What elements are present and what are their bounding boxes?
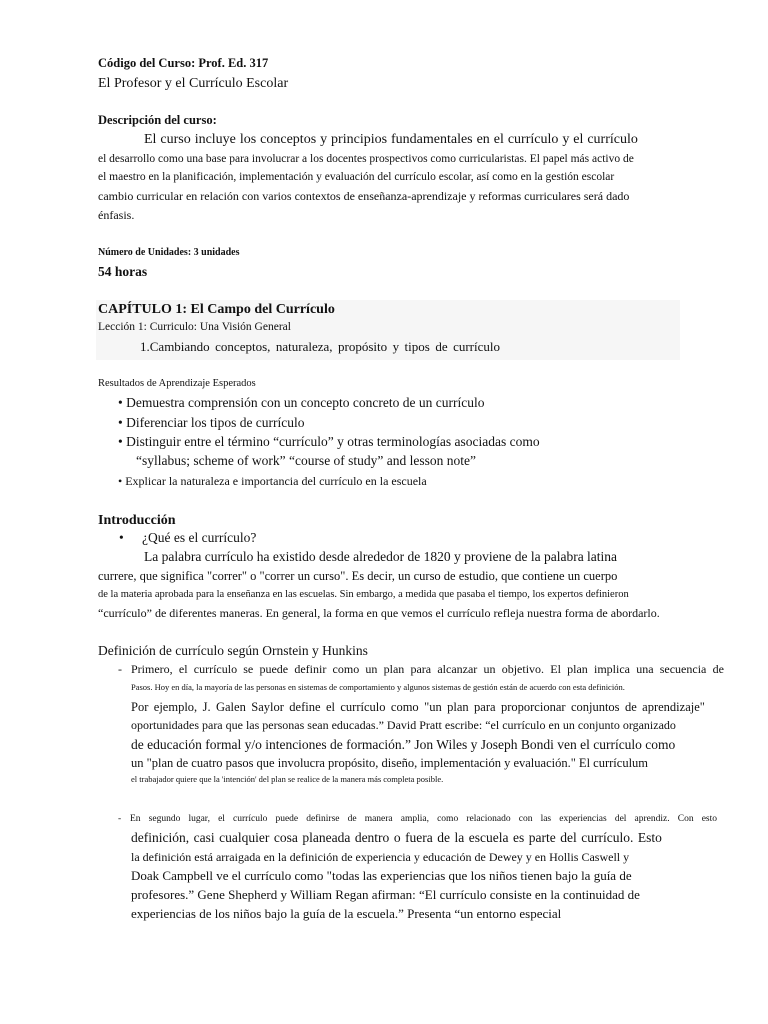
outcomes-heading: Resultados de Aprendizaje Esperados [98, 378, 256, 389]
definition-first-line: un "plan de cuatro pasos que involucra propósito, diseño, implementación y evaluación." El currículum [131, 756, 649, 770]
definition-second-line: En segundo lugar, el currículo puede definirse de manera amplia, como relacionado con las experiencias del aprendiz. Con esto [130, 814, 717, 824]
definition-second-line: la definición está arraigada en la definición de experiencia y educación de Dewey y en Hollis Caswell y [131, 850, 630, 864]
definition-heading: Definición de currículo según Ornstein y Hunkins [98, 643, 368, 658]
lesson-topic: 1.Cambiando conceptos, naturaleza, propósito y tipos de currículo [140, 339, 500, 354]
dash-marker: - [118, 662, 122, 676]
definition-second-line: Doak Campbell ve el currículo como "todas las experiencias que los niños tienen bajo la guía de [131, 868, 632, 883]
definition-first-line: Por ejemplo, J. Galen Saylor define el currículo como "un plan para proporcionar conjuntos de aprendizaje" [131, 700, 705, 714]
description-line-4: cambio curricular en relación con varios contextos de enseñanza-aprendizaje y reformas curriculares será dado [98, 189, 630, 203]
intro-heading: Introducción [98, 513, 176, 528]
definition-first-line: oportunidades para que las personas sean educadas.” David Pratt escribe: “el currículo en un conjunto organizado [131, 718, 676, 732]
description-line-1: El curso incluye los conceptos y principios fundamentales en el currículo y el currículo [144, 132, 638, 147]
description-heading: Descripción del curso: [98, 113, 217, 127]
intro-paragraph-line: de la materia aprobada para la enseñanza en las escuelas. Sin embargo, a medida que pasaba el tiempo, los expertos definieron [98, 589, 629, 600]
dash-marker: - [118, 814, 122, 824]
definition-first-line: de educación formal y/o intenciones de formación.” Jon Wiles y Joseph Bondi ven el currículo como [131, 737, 676, 752]
units-hours: 54 horas [98, 264, 148, 279]
course-title: El Profesor y el Currículo Escolar [98, 76, 289, 91]
intro-paragraph-line: “currículo” de diferentes maneras. En general, la forma en que vemos el currículo refleja nuestra forma de abordarlo. [98, 606, 660, 620]
outcome-item: • Demuestra comprensión con un concepto concreto de un currículo [118, 395, 485, 410]
intro-paragraph-line: La palabra currículo ha existido desde alrededor de 1820 y proviene de la palabra latina [144, 549, 618, 564]
definition-second-line: profesores.” Gene Shepherd y William Regan afirman: “El currículo consiste en la continuidad de [131, 887, 640, 902]
intro-paragraph-line: currere, que significa "correr" o "correr un curso". Es decir, un curso de estudio, que contiene un cuerpo [98, 569, 618, 583]
outcome-item: • Explicar la naturaleza e importancia del currículo en la escuela [118, 474, 427, 488]
definition-second-line: experiencias de los niños bajo la guía de la escuela.” Presenta “un entorno especial [131, 906, 562, 921]
description-line-2: el desarrollo como una base para involucrar a los docentes prospectivos como curricularistas. El papel más activo de [98, 153, 634, 165]
bullet-icon: • [119, 530, 124, 545]
definition-first-line: Primero, el currículo se puede definir como un plan para alcanzar un objetivo. El plan implica una secuencia de [131, 662, 724, 676]
definition-first-line: el trabajador quiere que la 'intención' del plan se realice de la manera más completa posible. [131, 774, 444, 784]
outcome-item: • Distinguir entre el término “currículo” y otras terminologías asociadas como [118, 434, 540, 449]
units-label: Número de Unidades: 3 unidades [98, 247, 240, 258]
course-code: Código del Curso: Prof. Ed. 317 [98, 56, 269, 70]
description-line-3: el maestro en la planificación, implementación y evaluación del currículo escolar, así como en la gestión escolar [98, 171, 615, 183]
definition-second-line: definición, casi cualquier cosa planeada dentro o fuera de la escuela es parte del currículo. Esto [131, 830, 662, 845]
definition-first-line: Pasos. Hoy en día, la mayoría de las personas en sistemas de comportamiento y algunos sistemas de gestión están de acuerdo con esta definición. [131, 682, 625, 692]
lesson-title: Lección 1: Curriculo: Una Visión General [98, 321, 291, 333]
intro-question: ¿Qué es el currículo? [142, 530, 257, 545]
outcome-item: • Diferenciar los tipos de currículo [118, 415, 305, 430]
outcome-item-continuation: “syllabus; scheme of work” “course of study” and lesson note” [136, 453, 477, 468]
chapter-title: CAPÍTULO 1: El Campo del Currículo [98, 302, 335, 317]
description-line-5: énfasis. [98, 208, 135, 222]
